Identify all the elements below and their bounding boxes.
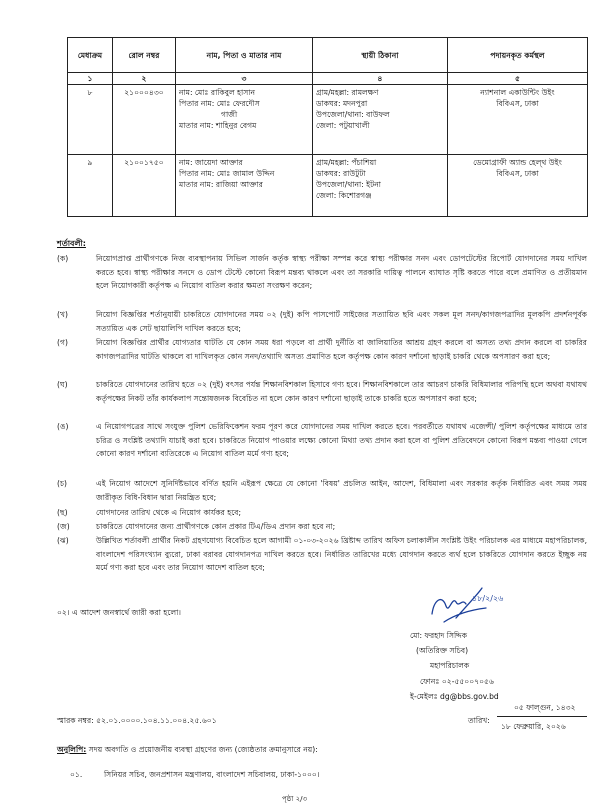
condition-label: (ঘ) xyxy=(57,380,68,389)
condition-text: নিয়োগপ্রাপ্ত প্রার্থীগণকে নিজ ব্যবস্থাপনায় সিভিল সার্জন কর্তৃক স্বাস্থ্য পরীক্ষা সম্পন্ন করে স্বাস্থ্য পরীক্ষার সনদ এবং ডোপটেস্টের রিপোর্ট যোগদানের সময় দাখিল করতে হবে। স্বাস্থ্য পরীক্ষার সনদে ও ডোপ টেস্টে কোনো বিরূপ মন্তব্য থাকলে এবং তা সরকারি দায়িত্ব পালনে ব্যাঘাত সৃষ্টি করতে পারে বলে প্রমাণিত ও প্রতীয়মান হলে নিয়োগকারী কর্তৃপক্ষ এ নিয়োগ বাতিল করার ক্ষমতা সংরক্ষণ করেন; xyxy=(96,254,587,291)
condition-text: উল্লিখিত শর্তাবলী প্রার্থীর নিকট গ্রহণযোগ্য বিবেচিত হলে আগামী ০১-০৩-২০২৬ খ্রিষ্টাব্দ তারিখ অফিস চলাকালীন সংশ্লিষ্ট উইং পরিচালক এর মাধ্যমে মহাপরিচালক, বাংলাদেশ পরিসংখ্যান ব্যুরো, ঢাকা বরাবর যোগদানপত্র দাখিল করতে হবে। নির্ধারিত তারিখের মধ্যে যোগদান করতে ব্যর্থ হলে চাকরিতে যোগদান করতে ইচ্ছুক নয় মর্মে গণ্য করা হবে এবং তার নিয়োগ আদেশ বাতিল হবে; xyxy=(96,536,587,573)
name-cell xyxy=(176,85,313,155)
address-line: জেলা: কিশোরগঞ্জ xyxy=(316,191,372,200)
signatory-designation: মহাপরিচালক xyxy=(430,661,470,671)
copy-heading xyxy=(57,744,318,757)
address-line: ডাকঘর: মদনপুরা xyxy=(316,99,368,108)
column-number: ৫ xyxy=(448,73,588,85)
condition-item xyxy=(57,506,587,520)
page-number: পৃষ্ঠা ২/৩ xyxy=(282,795,308,803)
condition-item xyxy=(57,477,587,504)
condition-item xyxy=(57,252,587,293)
signature-block xyxy=(410,628,499,704)
column-number: ৪ xyxy=(313,73,448,85)
date-divider xyxy=(497,716,587,717)
name-cell xyxy=(176,155,313,217)
condition-label: (চ) xyxy=(57,479,68,488)
condition-label: (গ) xyxy=(57,338,68,347)
merit-cell: ৯ xyxy=(68,155,113,217)
date-label: তারিখ: xyxy=(468,716,490,725)
table-row xyxy=(68,155,588,217)
order-statement: ০২। এ আদেশ জনস্বার্থে জারী করা হলো। xyxy=(57,608,182,617)
condition-item xyxy=(57,378,587,405)
header-roll: রোল নম্বর xyxy=(113,38,176,73)
posting-cell xyxy=(448,155,588,217)
father-name-line-cont: গাজী xyxy=(221,110,238,119)
condition-item xyxy=(57,308,587,335)
signatory-email: ই-মেইলঃ dg@bbs.gov.bd xyxy=(410,691,499,701)
header-merit: মেধাক্রম xyxy=(68,38,113,73)
signatory-phone: ফোনঃ ০২-৫৫০০৭০৫৬ xyxy=(420,676,494,686)
condition-item xyxy=(57,420,587,461)
address-line: গ্রাম/মহল্লা: পঁচাশিয়া xyxy=(316,158,377,167)
column-number: ৩ xyxy=(176,73,313,85)
condition-item xyxy=(57,336,587,363)
appointment-table xyxy=(67,37,588,217)
header-address: স্থায়ী ঠিকানা xyxy=(313,38,448,73)
copy-item-number: ০১. xyxy=(70,770,83,779)
handwritten-signature xyxy=(426,584,516,626)
condition-text: চাকরিতে যোগদানের জন্য প্রার্থীগণকে কোন প্রকার টিএ/ডিএ প্রদান করা হবে না; xyxy=(96,522,336,531)
father-name-line: পিতার নাম: মোঃ ফেরদৌস xyxy=(179,99,260,108)
column-number: ১ xyxy=(68,73,113,85)
posting-cell xyxy=(448,85,588,155)
merit-cell: ৮ xyxy=(68,85,113,155)
condition-label: (খ) xyxy=(57,310,68,319)
header-posting: পদায়নকৃত কর্মস্থল xyxy=(448,38,588,73)
condition-text: নিয়োগ বিজ্ঞপ্তির শর্তানুযায়ী চাকরিতে যোগদানের সময় ০২ (দুই) কপি পাসপোর্ট সাইজের সত্যায়িত ছবি এবং সকল মূল সনদ/কাগজপত্রাদির মূলকপি প্রদর্শনপূর্বক সত্যায়িত এক সেট ছায়ালিপি দাখিল করতে হবে; xyxy=(96,310,587,333)
condition-label: (ছ) xyxy=(57,508,68,517)
roll-cell: ২১০০০৪৩০ xyxy=(113,85,176,155)
posting-line: বিবিএস, ঢাকা xyxy=(496,99,539,108)
date-english: ১৮ ফেব্রুয়ারি, ২০২৬ xyxy=(501,722,566,731)
mother-name-line: মাতার নাম: রাজিয়া আক্তার xyxy=(179,180,263,189)
signatory-title: (অতিরিক্ত সচিব) xyxy=(416,646,469,656)
mother-name-line: মাতার নাম: শাহিনুর বেগম xyxy=(179,121,257,130)
address-line: গ্রাম/মহল্লা: রামলক্ষণ xyxy=(316,88,379,97)
condition-label: (জ) xyxy=(57,522,70,531)
signatory-name: মো: ফরহাদ সিদ্দিক xyxy=(410,631,468,640)
condition-item xyxy=(57,534,587,575)
condition-text: চাকরিতে যোগদানের তারিখ হতে ০২ (দুই) বৎসর পর্যন্ত শিক্ষানবিশকাল হিসাবে গণ্য হবে। শিক্ষানবিশকালে তার আচরণ চাকরি বিধিমালার পরিপন্থি হলে অথবা যথাযথ কর্তৃপক্ষের নিকট তাঁর কার্যকলাপ সন্তোষজনক বিবেচিত না হলে কোন কারণ দর্শানো ছাড়াই তাকে চাকরি হতে অপসারণ করা হবে; xyxy=(96,380,587,403)
header-name: নাম, পিতা ও মাতার নাম xyxy=(176,38,313,73)
date-bangla: ০৫ ফাল্গুন, ১৪৩২ xyxy=(514,703,576,712)
roll-cell: ২১০০১৭৫০ xyxy=(113,155,176,217)
table-row xyxy=(68,85,588,155)
condition-item xyxy=(57,520,587,534)
table-header-row xyxy=(68,38,588,73)
copy-label: অনুলিপি: xyxy=(57,745,87,754)
father-name-line: পিতার নাম: মোঃ জামাল উদ্দিন xyxy=(179,169,275,178)
name-line: নাম: মোঃ রাকিবুল হাসান xyxy=(179,88,255,97)
conditions-title: শর্তাবলী: xyxy=(57,239,86,248)
name-line: নাম: জায়েদা আক্তার xyxy=(179,158,243,167)
column-number: ২ xyxy=(113,73,176,85)
posting-line: বিবিএস, ঢাকা xyxy=(496,169,539,178)
address-line: উপজেলা/থানা: বাউফল xyxy=(316,110,390,119)
posting-line: ডেমোগ্রাফী অ্যান্ড হেল্থ উইং xyxy=(473,158,562,167)
address-line: ডাকঘর: রাউটুটা xyxy=(316,169,366,178)
address-cell xyxy=(313,155,448,217)
address-cell xyxy=(313,85,448,155)
condition-label: (ঙ) xyxy=(57,422,69,431)
column-number-row xyxy=(68,73,588,85)
condition-text: এ নিয়োগপত্রের সাথে সংযুক্ত পুলিশ ভেরিফিকেশন ফরম পূরণ করে যোগদানের সময় দাখিল করতে হবে। পরবর্তীতে যথাযথ এজেন্সী/ পুলিশ কর্তৃপক্ষের মাধ্যমে তার চরিত্র ও সংশ্লিষ্ট তথ্যাদি যাচাই করা হবে। চাকরিতে নিয়োগ পাওয়ার লক্ষ্যে কোনো মিথ্যা তথ্য প্রদান করা হলে বা পুলিশ প্রতিবেদনে কোনো বিরূপ মন্তব্য পাওয়া গেলে কোনো কারণ দর্শানো ব্যতিরেকে এ নিয়োগ বাতিল মর্মে গণ্য হবে; xyxy=(96,422,587,459)
memo-number: স্মারক নম্বর: ৫২.০১.০০০০.১০৪.১১.০০৪.২৫.৬০১ xyxy=(57,716,217,725)
condition-text: নিয়োগ বিজ্ঞপ্তির প্রার্থীর যোগ্যতার ঘাটতি যে কোন সময় ধরা পড়লে বা প্রার্থী দুর্নীতি বা জালিয়াতির আশ্রয় গ্রহণ করলে বা অসত্য তথ্য প্রদান করলে বা চাকরির কাগজপত্রাদির ঘাটতি থাকলে বা দাখিলকৃত কোন সনদ/তথ্যাদি অসত্য প্রমাণিত হলে কর্তৃপক্ষ কোন কারণ দর্শানো ছাড়াই চাকরি থেকে অপসারণ করা হবে; xyxy=(96,338,587,361)
address-line: উপজেলা/থানা: ইটনা xyxy=(316,180,381,189)
condition-label: (ঝ) xyxy=(57,536,69,545)
condition-text: যোগদানের তারিখ থেকে এ নিয়োগ কার্যকর হবে; xyxy=(96,508,242,517)
signature-date: ১৮/২/২৬ xyxy=(472,594,504,603)
condition-label: (ক) xyxy=(57,254,69,263)
copy-item-text: সিনিয়র সচিব, জনপ্রশাসন মন্ত্রণালয়, বাংলাদেশ সচিবালয়, ঢাকা-১০০০। xyxy=(104,770,320,779)
address-line: জেলা: পটুয়াখালী xyxy=(316,121,370,130)
copy-heading-text: সদয় অবগতি ও প্রয়োজনীয় ব্যবস্থা গ্রহণের জন্য (জ্যেষ্ঠতার ক্রমানুসারে নয়): xyxy=(88,745,318,754)
condition-text: এই নিয়োগ আদেশে সুনির্দিষ্টভাবে বর্ণিত হয়নি এইরূপ ক্ষেত্রে যে কোনো 'বিষয়' প্রচলিত আইন, আদেশ, বিধিমালা এবং সরকার কর্তৃক নির্ধারিত এবং সময় সময় জারীকৃত বিধি-বিধান দ্বারা নিয়ন্ত্রিত হবে; xyxy=(96,479,587,502)
posting-line: ন্যাশনাল একাউন্টিং উইং xyxy=(480,88,555,97)
